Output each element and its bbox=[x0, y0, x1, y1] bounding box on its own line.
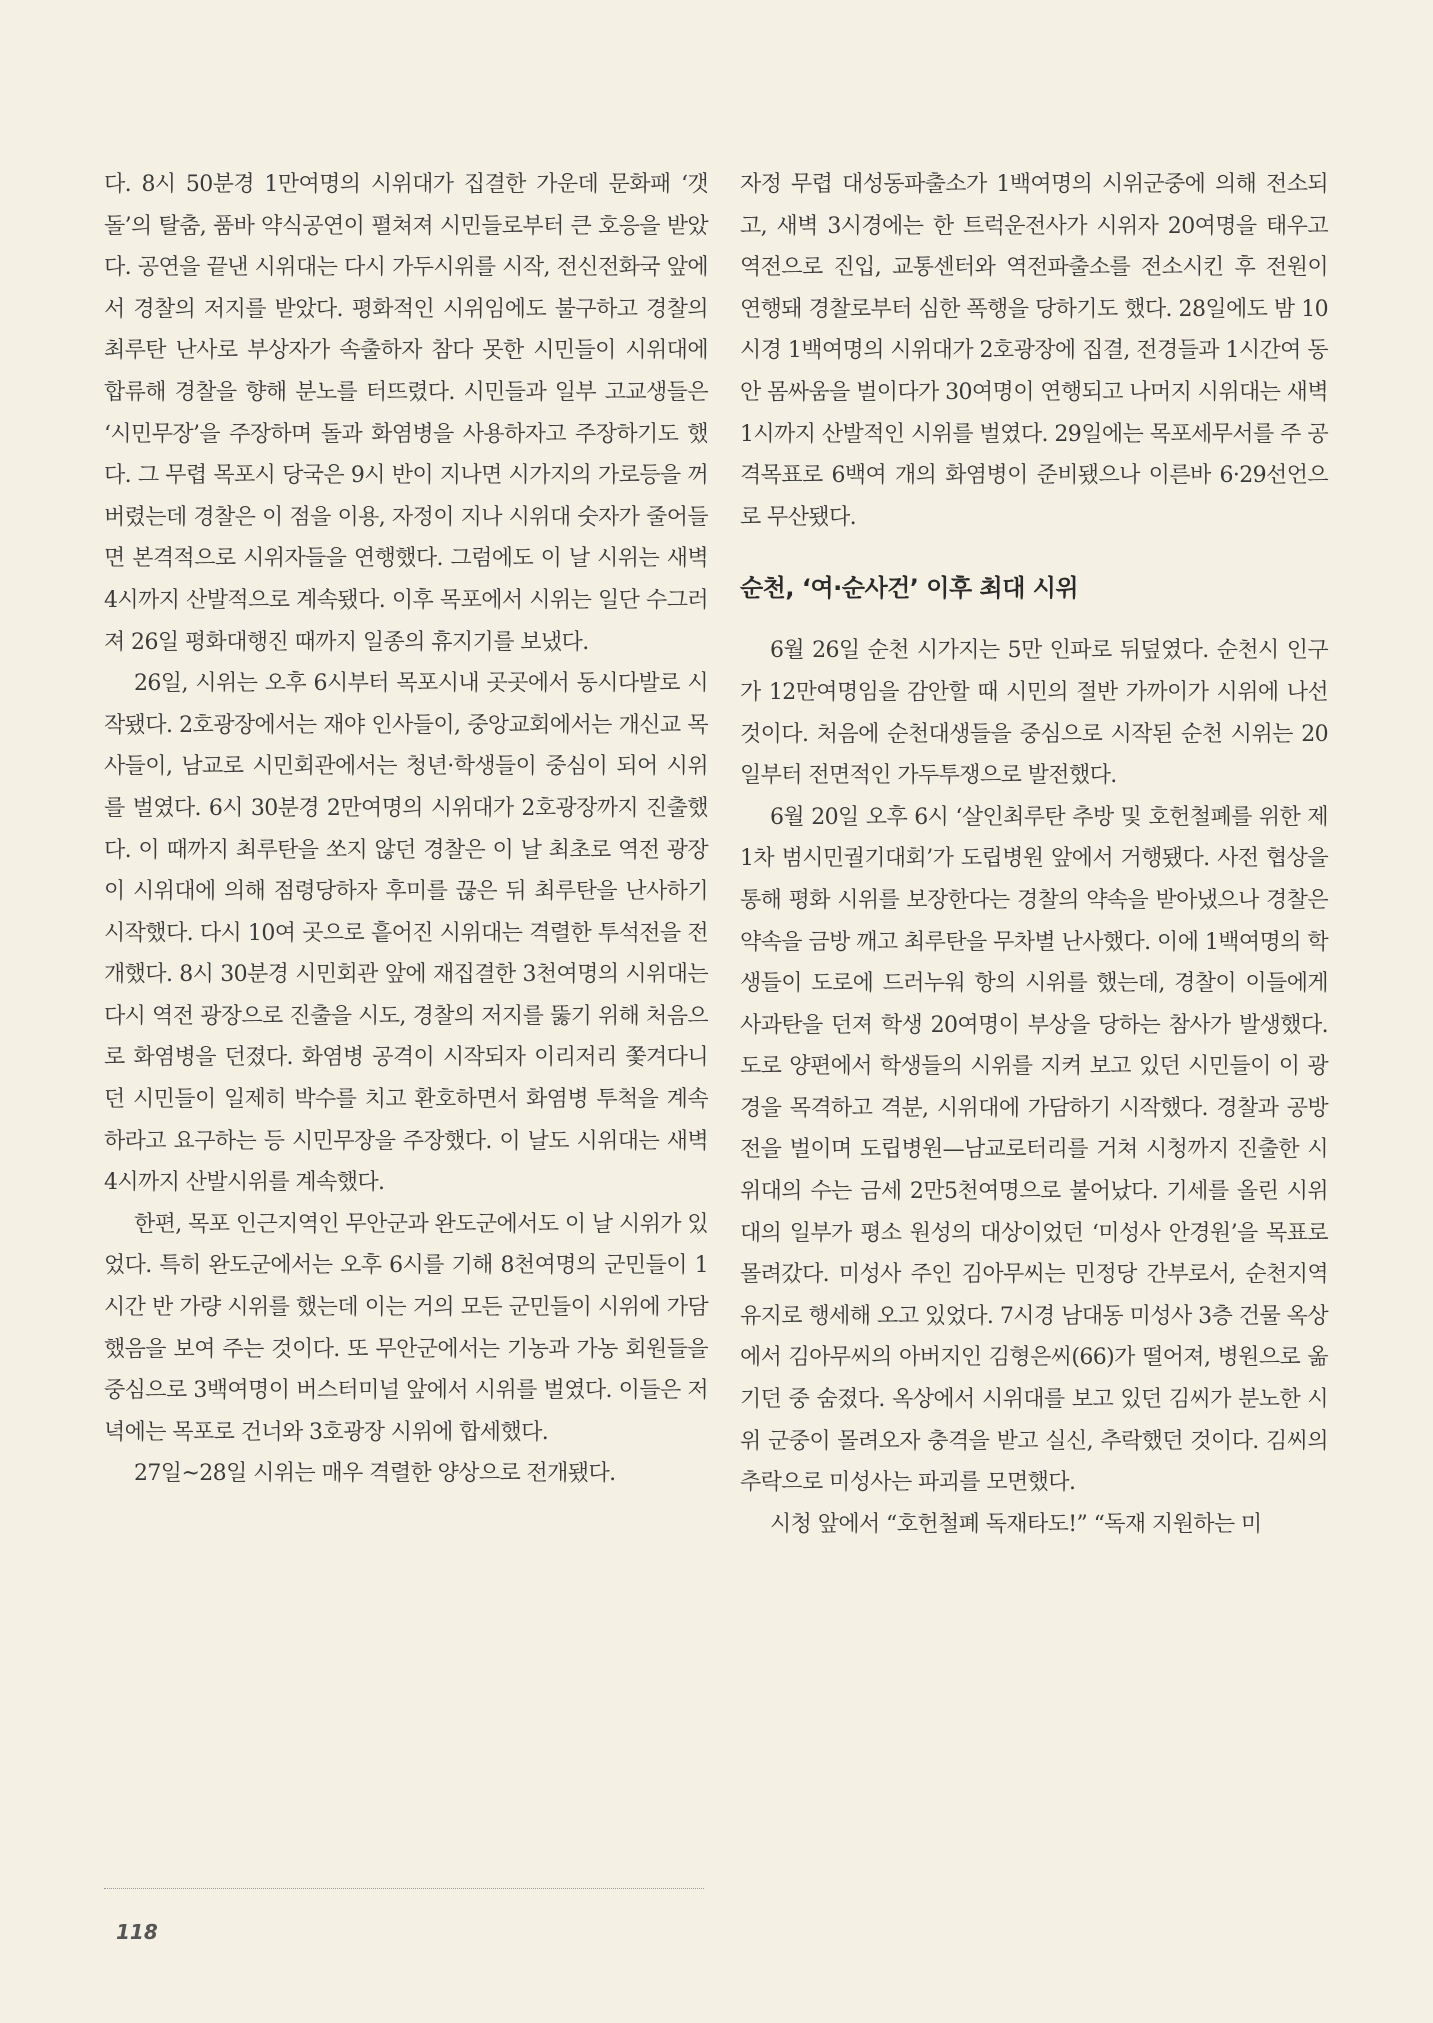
right-paragraph-1: 자정 무렵 대성동파출소가 1백여명의 시위군중에 의해 전소되고, 새벽 3시경에는 한 트럭운전사가 시위자 20여명을 태우고 역전으로 진입, 교통센터와 역전파출소를 전소시킨 후 전원이 연행돼 경찰로부터 심한 폭행을 당하기도 했다. 28일에도 밤 10시경 1백여명의 시위대가 2호광장에 집결, 전경들과 1시간여 동안 몸싸움을 벌이다가 30여명이 연행되고 나머지 시위대는 새벽 1시까지 산발적인 시위를 벌였다. 29일에는 목포세무서를 주 공격목표로 6백여 개의 화염병이 준비됐으나 이른바 6·29선언으로 무산됐다. bbox=[740, 172, 1328, 530]
right-paragraph-2: 6월 26일 순천 시가지는 5만 인파로 뒤덮였다. 순천시 인구가 12만여명임을 감안할 때 시민의 절반 가까이가 시위에 나선 것이다. 처음에 순천대생들을 중심으로 시작된 순천 시위는 20일부터 전면적인 가두투쟁으로 발전했다. bbox=[740, 638, 1328, 789]
page-number: 118 bbox=[116, 1920, 158, 1944]
left-paragraph-3: 한편, 목포 인근지역인 무안군과 완도군에서도 이 날 시위가 있었다. 특히 완도군에서는 오후 6시를 기해 8천여명의 군민들이 1시간 반 가량 시위를 했는데 이는 거의 모든 군민들이 시위에 가담했음을 보여 주는 것이다. 또 무안군에서는 기농과 가농 회원들을 중심으로 3백여명이 버스터미널 앞에서 시위를 벌였다. 이들은 저녁에는 목포로 건너와 3호광장 시위에 합세했다. bbox=[104, 1211, 708, 1445]
right-paragraph-3: 6월 20일 오후 6시 ‘살인최루탄 추방 및 호헌철폐를 위한 제1차 범시민궐기대회’가 도립병원 앞에서 거행됐다. 사전 협상을 통해 평화 시위를 보장한다는 경찰의 약속을 받아냈으나 경찰은 약속을 금방 깨고 최루탄을 무차별 난사했다. 이에 1백여명의 학생들이 도로에 드러누워 항의 시위를 했는데, 경찰이 이들에게 사과탄을 던져 학생 20여명이 부상을 당하는 참사가 발생했다. 도로 양편에서 학생들의 시위를 지켜 보고 있던 시민들이 이 광경을 목격하고 격분, 시위대에 가담하기 시작했다. 경찰과 공방전을 벌이며 도립병원—남교로터리를 거쳐 시청까지 진출한 시위대의 수는 금세 2만5천여명으로 불어났다. 기세를 올린 시위대의 일부가 평소 원성의 대상이었던 ‘미성사 안경원’을 목표로 몰려갔다. 미성사 주인 김아무씨는 민정당 간부로서, 순천지역 유지로 행세해 오고 있었다. 7시경 남대동 미성사 3층 건물 옥상에서 김아무씨의 아버지인 김형은씨(66)가 떨어져, 병원으로 옮기던 중 숨졌다. 옥상에서 시위대를 보고 있던 김씨가 분노한 시위 군중이 몰려오자 충격을 받고 실신, 추락했던 것이다. 김씨의 추락으로 미성사는 파괴를 모면했다. bbox=[740, 804, 1328, 1496]
left-column bbox=[104, 164, 708, 1495]
left-paragraph-4: 27일~28일 시위는 매우 격렬한 양상으로 전개됐다. bbox=[134, 1461, 616, 1487]
left-paragraph-1: 다. 8시 50분경 1만여명의 시위대가 집결한 가운데 문화패 ‘갯돌’의 탈춤, 품바 약식공연이 펼쳐져 시민들로부터 큰 호응을 받았다. 공연을 끝낸 시위대는 다시 가두시위를 시작, 전신전화국 앞에서 경찰의 저지를 받았다. 평화적인 시위임에도 불구하고 경찰의 최루탄 난사로 부상자가 속출하자 참다 못한 시민들이 시위대에 합류해 경찰을 향해 분노를 터뜨렸다. 시민들과 일부 고교생들은 ‘시민무장’을 주장하며 돌과 화염병을 사용하자고 주장하기도 했다. 그 무렵 목포시 당국은 9시 반이 지나면 시가지의 가로등을 꺼 버렸는데 경찰은 이 점을 이용, 자정이 지나 시위대 숫자가 줄어들면 본격적으로 시위자들을 연행했다. 그럼에도 이 날 시위는 새벽 4시까지 산발적으로 계속됐다. 이후 목포에서 시위는 일단 수그러져 26일 평화대행진 때까지 일종의 휴지기를 보냈다. bbox=[104, 172, 708, 655]
right-column bbox=[740, 164, 1328, 1545]
section-heading: 순천, ‘여·순사건’ 이후 최대 시위 bbox=[740, 574, 1079, 603]
right-paragraph-4: 시청 앞에서 “호헌철폐 독재타도!” “독재 지원하는 미 bbox=[770, 1511, 1262, 1537]
footer-divider bbox=[104, 1888, 704, 1889]
left-paragraph-2: 26일, 시위는 오후 6시부터 목포시내 곳곳에서 동시다발로 시작됐다. 2호광장에서는 재야 인사들이, 중앙교회에서는 개신교 목사들이, 남교로 시민회관에서는 청년·학생들이 중심이 되어 시위를 벌였다. 6시 30분경 2만여명의 시위대가 2호광장까지 진출했다. 이 때까지 최루탄을 쏘지 않던 경찰은 이 날 최초로 역전 광장이 시위대에 의해 점령당하자 후미를 끊은 뒤 최루탄을 난사하기 시작했다. 다시 10여 곳으로 흩어진 시위대는 격렬한 투석전을 전개했다. 8시 30분경 시민회관 앞에 재집결한 3천여명의 시위대는 다시 역전 광장으로 진출을 시도, 경찰의 저지를 뚫기 위해 처음으로 화염병을 던졌다. 화염병 공격이 시작되자 이리저리 쫓겨다니던 시민들이 일제히 박수를 치고 환호하면서 화염병 투척을 계속하라고 요구하는 등 시민무장을 주장했다. 이 날도 시위대는 새벽 4시까지 산발시위를 계속했다. bbox=[104, 671, 708, 1196]
